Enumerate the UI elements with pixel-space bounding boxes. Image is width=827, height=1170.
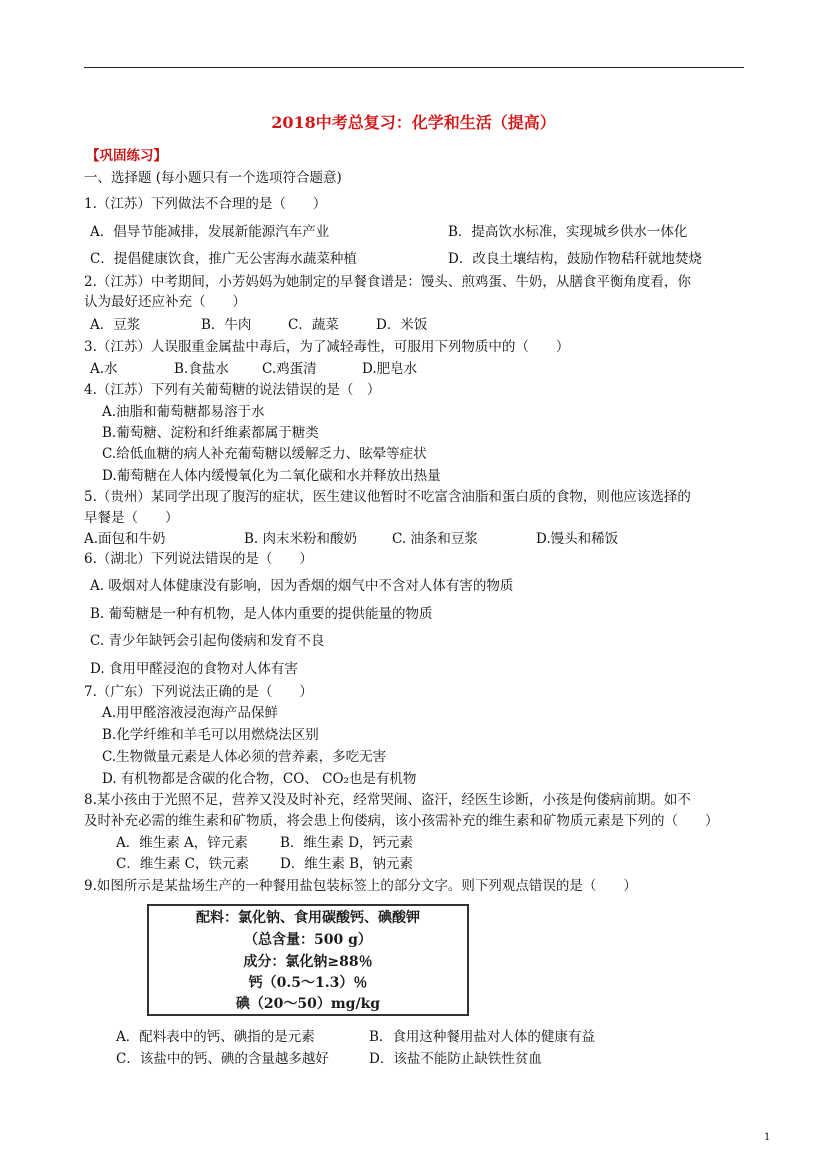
question-9-option-b: B．食用这种餐用盐对人体的健康有益 [369, 1029, 595, 1045]
question-8-option-b: B．维生素 D，钙元素 [280, 835, 414, 851]
question-9-stem: 9.如图所示是某盐场生产的一种餐用盐包装标签上的部分文字。则下列观点错误的是（ ） [84, 878, 637, 894]
page-number: 1 [764, 1132, 771, 1143]
salt-label-calcium: 钙（0.5～1.3）％ [248, 975, 368, 991]
question-2-option-a: A．豆浆 [90, 317, 141, 333]
question-8-option-d: D．维生素 B，钠元素 [280, 856, 414, 872]
question-7-stem: 7.（广东）下列说法正确的是（ ） [84, 684, 313, 700]
question-4-option-a: A.油脂和葡萄糖都易溶于水 [102, 404, 265, 420]
salt-label-total: （总含量：500 g） [244, 932, 372, 948]
question-1-stem: 1.（江苏）下列做法不合理的是（ ） [84, 196, 327, 212]
salt-package-label [147, 904, 469, 1016]
question-3-stem: 3.（江苏）人误服重金属盐中毒后，为了减轻毒性，可服用下列物质中的（ ） [84, 339, 570, 355]
question-6-option-c: C. 青少年缺钙会引起佝偻病和发育不良 [90, 633, 325, 649]
question-3-option-c: C.鸡蛋清 [262, 361, 317, 377]
question-2-option-b: B．牛肉 [201, 317, 252, 333]
salt-label-iodine: 碘（20～50）mg/kg [235, 996, 381, 1012]
question-9-option-d: D．该盐不能防止缺铁性贫血 [369, 1051, 542, 1067]
question-1-option-a: A．倡导节能减排，发展新能源汽车产业 [90, 224, 330, 240]
question-2-option-c: C．蔬菜 [288, 317, 339, 333]
question-8-option-a: A．维生素 A，锌元素 [116, 835, 248, 851]
question-1-option-d: D．改良土壤结构，鼓励作物秸秆就地焚烧 [448, 251, 702, 267]
question-9-option-a: A．配料表中的钙、碘指的是元素 [116, 1029, 315, 1045]
question-3-option-d: D.肥皂水 [362, 361, 418, 377]
question-6-option-d: D. 食用甲醛浸泡的食物对人体有害 [90, 661, 298, 677]
question-7-option-d: D. 有机物都是含碳的化合物，CO、 CO₂也是有机物 [102, 771, 417, 787]
question-4-option-d: D.葡萄糖在人体内缓慢氧化为二氧化碳和水并释放出热量 [102, 468, 441, 484]
section-label: 【巩固练习】 [86, 148, 167, 164]
question-6-stem: 6.（湖北）下列说法错误的是（ ） [84, 551, 313, 567]
question-5-option-b: B. 肉末米粉和酸奶 [244, 531, 358, 547]
page-title: 2018中考总复习：化学和生活（提高） [271, 113, 556, 132]
question-1-option-b: B．提高饮水标准，实现城乡供水一体化 [448, 224, 688, 240]
question-8-stem-line-1: 8.某小孩由于光照不足，营养又没及时补充，经常哭闹、盗汗，经医生诊断，小孩是佝偻病前期。如不 [84, 792, 691, 808]
question-2-option-d: D．米饭 [376, 317, 428, 333]
question-5-option-c: C. 油条和豆浆 [392, 531, 478, 547]
question-5-stem-line-2: 早餐是（ ） [84, 510, 179, 526]
question-4-option-c: C.给低血糖的病人补充葡萄糖以缓解乏力、眩晕等症状 [102, 446, 427, 462]
section-intro: 一、选择题 (每小题只有一个选项符合题意) [84, 170, 342, 186]
question-7-option-b: B.化学纤维和羊毛可以用燃烧法区别 [102, 727, 319, 743]
question-3-option-b: B.食盐水 [174, 361, 229, 377]
question-3-option-a: A.水 [90, 361, 118, 377]
question-6-option-a: A. 吸烟对人体健康没有影响，因为香烟的烟气中不含对人体有害的物质 [90, 578, 514, 594]
salt-label-ingredients: 配料：氯化钠、食用碳酸钙、碘酸钾 [196, 910, 420, 926]
question-4-stem: 4.（江苏）下列有关葡萄糖的说法错误的是（ ） [84, 382, 381, 398]
question-8-stem-line-2: 及时补充必需的维生素和矿物质，将会患上佝偻病，该小孩需补充的维生素和矿物质元素是下列的（ ） [84, 813, 719, 829]
question-7-option-a: A.用甲醛溶液浸泡海产品保鲜 [102, 705, 279, 721]
header-rule [84, 67, 744, 68]
question-5-option-a: A.面包和牛奶 [84, 531, 166, 547]
question-2-stem-line-2: 认为最好还应补充（ ） [84, 294, 246, 310]
question-1-option-c: C．提倡健康饮食，推广无公害海水蔬菜种植 [90, 251, 357, 267]
question-4-option-b: B.葡萄糖、淀粉和纤维素都属于糖类 [102, 425, 319, 441]
question-9-option-c: C．该盐中的钙、碘的含量越多越好 [116, 1051, 329, 1067]
question-6-option-b: B. 葡萄糖是一种有机物，是人体内重要的提供能量的物质 [90, 606, 433, 622]
salt-label-sodium-chloride: 成分：氯化钠≥88％ [243, 954, 373, 970]
question-2-stem-line-1: 2.（江苏）中考期间，小芳妈妈为她制定的早餐食谱是：馒头、煎鸡蛋、牛奶，从膳食平衡角度看，你 [84, 274, 691, 290]
question-5-option-d: D.馒头和稀饭 [536, 531, 619, 547]
question-5-stem-line-1: 5.（贵州）某同学出现了腹泻的症状，医生建议他暂时不吃富含油脂和蛋白质的食物，则他应该选择的 [84, 489, 691, 505]
question-8-option-c: C．维生素 C，铁元素 [116, 856, 249, 872]
question-7-option-c: C.生物微量元素是人体必须的营养素，多吃无害 [102, 749, 387, 765]
